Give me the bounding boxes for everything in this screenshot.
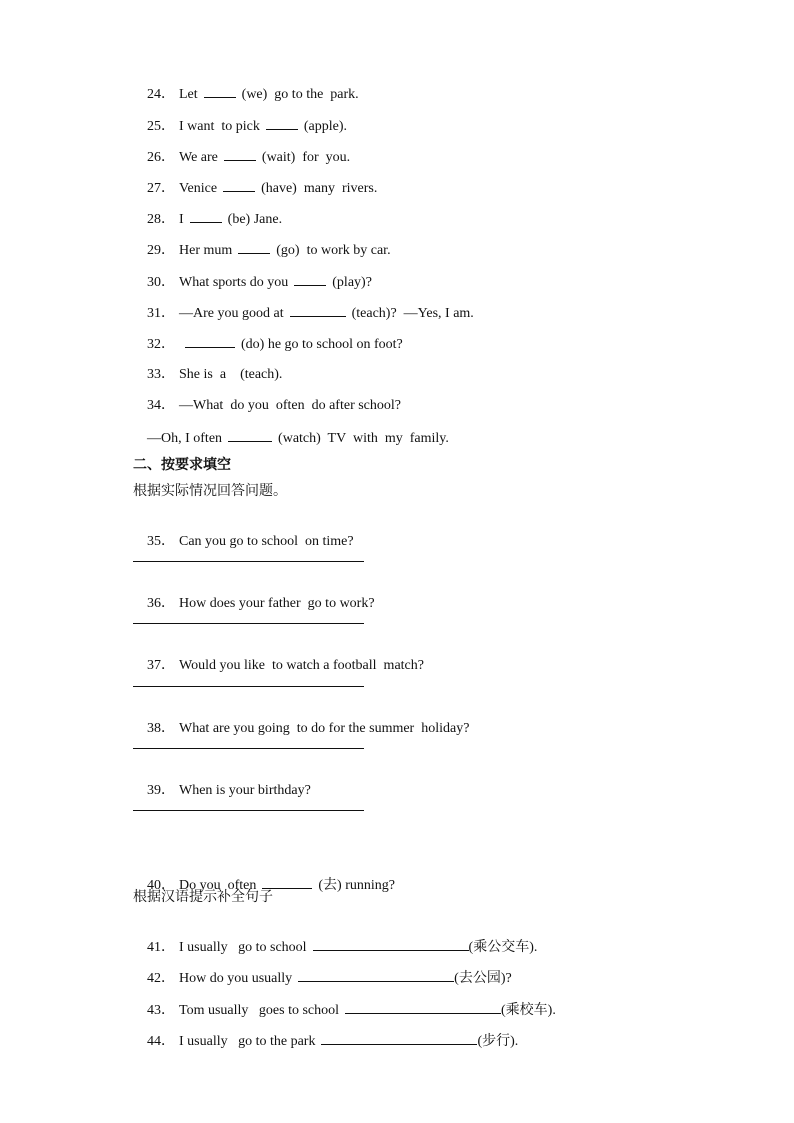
question-number: 29．	[147, 243, 175, 258]
section-title: 二、按要求填空	[133, 457, 231, 473]
fill-blank[interactable]	[298, 969, 454, 982]
question-number: 26．	[147, 150, 175, 165]
question-number: 43．	[147, 1003, 175, 1018]
question-number: 35．	[147, 534, 175, 549]
fill-blank[interactable]	[204, 85, 236, 98]
answer-line[interactable]	[133, 623, 364, 624]
question-hint: (乘校车).	[501, 1003, 556, 1018]
question-hint: (have) many rivers.	[261, 181, 378, 196]
question-text: Can you go to school on time?	[179, 534, 354, 549]
question-number: 37．	[147, 658, 175, 673]
question-text: What sports do you	[179, 275, 289, 290]
question-text: —Are you good at	[179, 306, 284, 321]
question-number: 28．	[147, 212, 175, 227]
question-number: 39．	[147, 783, 175, 798]
question-number: 31．	[147, 306, 175, 321]
question-text: How do you usually	[179, 971, 293, 986]
fill-blank[interactable]	[321, 1032, 477, 1045]
question-number: 44．	[147, 1034, 175, 1049]
question-hint: (步行).	[477, 1034, 519, 1049]
question-number: 34．	[147, 398, 175, 413]
answer-line[interactable]	[133, 686, 364, 687]
fill-blank[interactable]	[266, 117, 298, 130]
fill-blank[interactable]	[224, 148, 256, 161]
question-number: 41．	[147, 940, 175, 955]
answer-line[interactable]	[133, 748, 364, 749]
section-instruction: 根据汉语提示补全句子	[133, 889, 273, 905]
question-hint: (play)?	[332, 275, 372, 290]
question-text: I	[179, 212, 184, 227]
question-hint: (去公园)?	[454, 971, 512, 986]
fill-blank[interactable]	[290, 304, 346, 317]
question-number: 24．	[147, 87, 175, 102]
question-hint: (去) running?	[318, 878, 395, 893]
question-text: Venice	[179, 181, 218, 196]
question-text: I want to pick	[179, 119, 260, 134]
question-number: 40．	[147, 878, 175, 893]
fill-blank[interactable]	[228, 429, 272, 442]
question-hint: (wait) for you.	[261, 150, 351, 165]
fill-blank[interactable]	[223, 179, 255, 192]
fill-blank[interactable]	[190, 210, 222, 223]
question-text: Do you often	[179, 878, 257, 893]
question-number: 25．	[147, 119, 175, 134]
question-number: 27．	[147, 181, 175, 196]
question-text: What are you going to do for the summer holiday?	[179, 721, 470, 736]
question-text: She is a	[179, 367, 227, 382]
fill-blank[interactable]	[345, 1001, 501, 1014]
question-text: —Oh, I often	[147, 431, 223, 446]
question-number: 32．	[147, 337, 175, 352]
question-text: How does your father go to work?	[179, 596, 375, 611]
question-hint: (we) go to the park.	[241, 87, 359, 102]
question-text: Her mum	[179, 243, 233, 258]
question-number: 30．	[147, 275, 175, 290]
question-text: We are	[179, 150, 218, 165]
question-text: I usually go to the park	[179, 1034, 316, 1049]
question-hint: (do) he go to school on foot?	[241, 337, 403, 352]
question-hint: (teach).	[240, 367, 283, 382]
question-number: 38．	[147, 721, 175, 736]
fill-blank[interactable]	[313, 938, 469, 951]
question-number: 42．	[147, 971, 175, 986]
question-hint: (apple).	[303, 119, 348, 134]
question-37	[133, 639, 424, 693]
section-instruction: 根据实际情况回答问题。	[133, 483, 287, 499]
question-number: 36．	[147, 596, 175, 611]
question-hint: (teach)? —Yes, I am.	[351, 306, 474, 321]
question-text: —What do you often do after school?	[179, 398, 401, 413]
question-text: Let	[179, 87, 198, 102]
answer-line[interactable]	[133, 561, 364, 562]
question-44	[133, 1014, 518, 1069]
question-text: Tom usually goes to school	[179, 1003, 340, 1018]
question-hint: (watch) TV with my family.	[278, 431, 449, 446]
question-hint: (乘公交车).	[468, 940, 538, 955]
fill-blank[interactable]	[238, 241, 270, 254]
fill-blank[interactable]	[294, 273, 326, 286]
question-text: I usually go to school	[179, 940, 307, 955]
question-hint: (be) Jane.	[227, 212, 283, 227]
question-text: When is your birthday?	[179, 783, 311, 798]
fill-blank[interactable]	[185, 335, 235, 348]
question-text: Would you like to watch a football match?	[179, 658, 424, 673]
question-hint: (go) to work by car.	[276, 243, 391, 258]
question-number: 33．	[147, 367, 175, 382]
answer-line[interactable]	[133, 810, 364, 811]
